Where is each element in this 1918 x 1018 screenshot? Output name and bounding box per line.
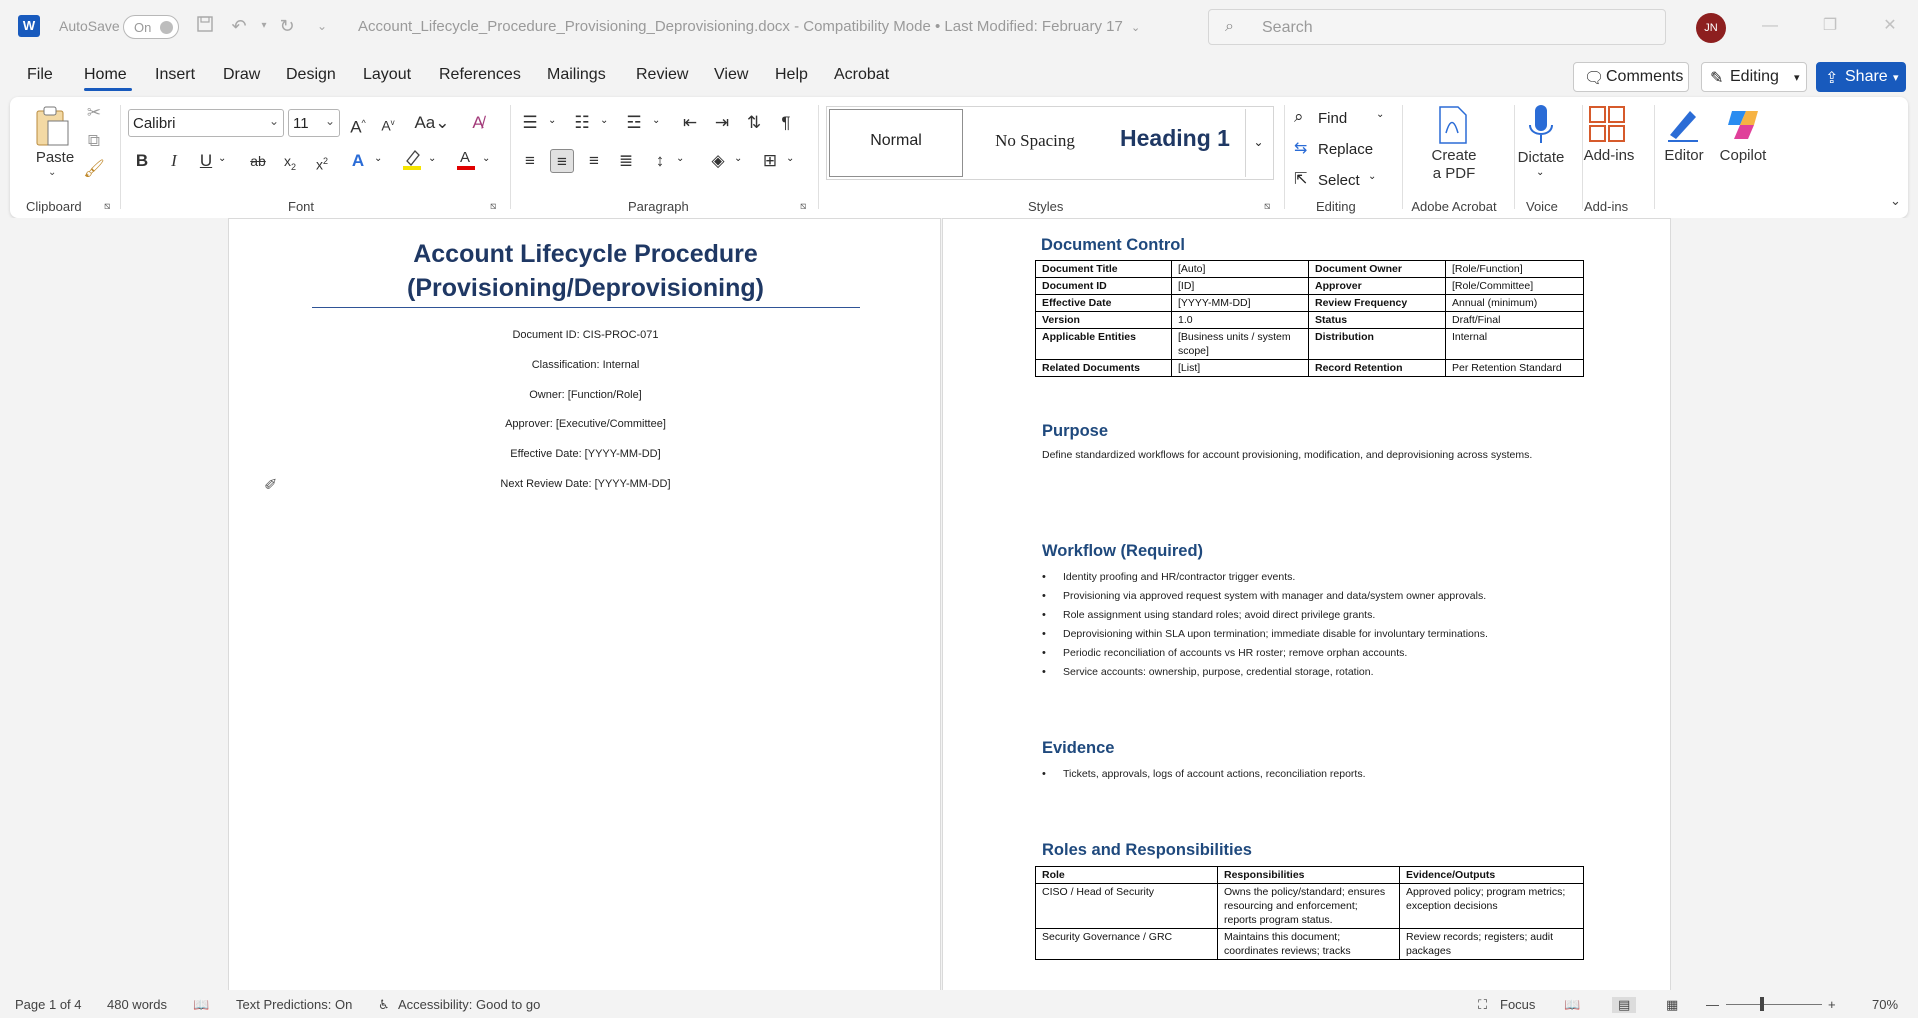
styles-group-label: Styles xyxy=(1028,199,1064,214)
heading-purpose: Purpose xyxy=(1042,422,1109,440)
heading-workflow: Workflow (Required) xyxy=(1042,542,1204,560)
borders-icon[interactable]: ⊞ xyxy=(762,151,778,170)
meta-document-id: Document ID: CIS-PROC-071 xyxy=(512,329,659,341)
pen-cursor-icon: ✐ xyxy=(264,477,278,494)
chevron-down-icon[interactable]: ⌄ xyxy=(218,153,227,164)
chevron-down-icon[interactable]: ⌄ xyxy=(652,115,661,126)
table-cell[interactable]: [Role/Committee] xyxy=(1446,278,1584,295)
dialog-launcher-icon[interactable]: ⧅ xyxy=(104,201,111,212)
table-cell[interactable]: [Auto] xyxy=(1172,261,1309,278)
tab-help[interactable]: Help xyxy=(775,66,808,83)
search-placeholder: Search xyxy=(1262,19,1313,36)
increase-indent-icon[interactable]: ⇥ xyxy=(714,113,730,132)
table-cell[interactable]: Approved policy; program metrics; exception decisions xyxy=(1400,884,1584,929)
table-cell[interactable]: Approver xyxy=(1309,278,1446,295)
undo-icon[interactable]: ↶ xyxy=(231,16,247,36)
comments-label: Comments xyxy=(1606,68,1684,85)
page-2[interactable] xyxy=(942,218,1671,990)
list-item: • Periodic reconciliation of accounts vs HR roster; remove orphan accounts. xyxy=(1042,644,1488,663)
separator xyxy=(1284,105,1285,209)
redo-icon[interactable]: ↻ xyxy=(279,16,295,36)
table-cell[interactable]: Document Owner xyxy=(1309,261,1446,278)
comment-icon: 🗨 xyxy=(1584,70,1605,87)
dictate-label[interactable]: Dictate xyxy=(1517,149,1565,166)
table-cell[interactable]: Distribution xyxy=(1309,329,1446,360)
document-control-table xyxy=(1035,260,1584,377)
replace-label: Replace xyxy=(1318,141,1374,158)
decrease-indent-icon[interactable]: ⇤ xyxy=(682,113,698,132)
find-button[interactable] xyxy=(1294,105,1394,131)
table-row xyxy=(1036,312,1584,329)
subscript-icon[interactable]: $x_2$ xyxy=(283,153,296,172)
status-bar xyxy=(0,990,1918,1018)
copilot-icon[interactable] xyxy=(1724,105,1764,145)
undo-dropdown-icon[interactable]: ▾ xyxy=(261,20,267,31)
table-cell[interactable]: Review records; registers; audit packages xyxy=(1400,929,1584,960)
paste-icon[interactable] xyxy=(34,105,74,149)
accessibility-icon: ♿ xyxy=(378,997,390,1012)
table-header-row xyxy=(1036,867,1584,884)
font-group-label: Font xyxy=(288,199,315,214)
table-cell[interactable]: [Business units / system scope] xyxy=(1172,329,1309,360)
chevron-down-icon: ⌄ xyxy=(268,114,279,128)
table-cell[interactable]: Owns the policy/standard; ensures resourcing and enforcement; reports program status. xyxy=(1218,884,1400,929)
separator xyxy=(818,105,819,209)
focus-icon: ⛶ xyxy=(1478,997,1488,1012)
title-line-2: (Provisioning/Deprovisioning) xyxy=(407,274,764,302)
sort-icon[interactable]: ⇅ xyxy=(746,113,762,132)
strikethrough-icon[interactable]: ab xyxy=(250,153,266,169)
chevron-down-icon: ⌄ xyxy=(324,114,335,128)
tab-acrobat[interactable]: Acrobat xyxy=(834,66,890,83)
separator xyxy=(510,105,511,209)
meta-owner: Owner: [Function/Role] xyxy=(529,389,642,401)
bullets-icon[interactable]: ☰ xyxy=(522,113,538,132)
format-painter-icon[interactable]: 🖌 xyxy=(83,159,105,178)
grow-font-icon[interactable]: A^ xyxy=(350,117,366,137)
collapse-ribbon-icon[interactable]: ⌄ xyxy=(1890,193,1901,208)
chevron-down-icon[interactable]: ⌄ xyxy=(428,153,437,164)
highlight-icon[interactable] xyxy=(400,147,424,171)
focus-button[interactable]: Focus xyxy=(1500,997,1536,1012)
underline-icon[interactable]: U xyxy=(199,151,213,170)
styles-more-icon[interactable]: ⌄ xyxy=(1245,109,1271,177)
select-cursor-icon: ⇱ xyxy=(1294,171,1308,188)
create-pdf-label[interactable] xyxy=(1418,147,1490,183)
table-cell[interactable]: [Role/Function] xyxy=(1446,261,1584,278)
text-predictions[interactable]: Text Predictions: On xyxy=(236,997,353,1012)
heading-document-control: Document Control xyxy=(1041,236,1185,254)
table-cell[interactable]: [List] xyxy=(1172,360,1309,377)
table-header-cell[interactable]: Evidence/Outputs xyxy=(1400,867,1584,884)
tab-insert[interactable]: Insert xyxy=(155,66,196,83)
minimize-icon[interactable]: — xyxy=(1762,17,1778,34)
toggle-knob-icon xyxy=(160,21,173,34)
document-canvas[interactable] xyxy=(0,218,1918,990)
pencil-icon: ✎ xyxy=(1710,70,1724,87)
web-layout-icon[interactable]: ▦ xyxy=(1666,997,1679,1012)
separator xyxy=(120,105,121,209)
chevron-down-icon[interactable]: ⌄ xyxy=(48,167,57,178)
meta-next-review-date: Next Review Date: [YYYY-MM-DD] xyxy=(500,478,671,490)
table-cell[interactable]: Record Retention xyxy=(1309,360,1446,377)
list-item: • Identity proofing and HR/contractor trigger events. xyxy=(1042,568,1488,587)
add-ins-group-label: Add-ins xyxy=(1584,199,1629,214)
table-row xyxy=(1036,929,1584,960)
zoom-slider-track[interactable] xyxy=(1726,1004,1822,1005)
heading-evidence: Evidence xyxy=(1042,739,1115,757)
svg-text:A: A xyxy=(460,149,471,166)
table-cell[interactable]: Security Governance / GRC xyxy=(1036,929,1218,960)
show-formatting-icon[interactable]: ¶ xyxy=(781,113,791,132)
title-bar xyxy=(0,0,1918,52)
text-effects-icon[interactable]: A xyxy=(351,151,365,170)
cut-icon[interactable]: ✂ xyxy=(86,103,102,122)
superscript-icon[interactable]: $x^2$ xyxy=(315,156,328,173)
accessibility-status[interactable]: Accessibility: Good to go xyxy=(398,997,541,1012)
meta-classification: Classification: Internal xyxy=(531,359,640,371)
save-icon[interactable] xyxy=(194,15,216,37)
chevron-down-icon[interactable]: ⌄ xyxy=(1536,167,1545,178)
ribbon xyxy=(10,97,1908,218)
line-spacing-icon[interactable]: ↕ xyxy=(655,151,665,170)
clear-formatting-icon[interactable]: A̸ xyxy=(472,113,484,132)
proofing-icon[interactable]: 📖 xyxy=(193,997,210,1012)
clipboard-group-label: Clipboard xyxy=(26,199,82,214)
font-name-value: Calibri xyxy=(133,115,176,132)
editor-label[interactable]: Editor xyxy=(1664,147,1704,164)
table-cell[interactable]: Version xyxy=(1036,312,1172,329)
table-cell[interactable]: CISO / Head of Security xyxy=(1036,884,1218,929)
copy-icon[interactable]: ⧉ xyxy=(87,131,101,150)
meta-approver: Approver: [Executive/Committee] xyxy=(505,418,666,430)
purpose-text: Define standardized workflows for account provisioning, modification, and deprovisioning across systems. xyxy=(1042,449,1533,461)
table-cell[interactable]: [YYYY-MM-DD] xyxy=(1172,295,1309,312)
list-item: • Provisioning via approved request system with manager and data/system owner approvals. xyxy=(1042,587,1488,606)
replace-icon: ⇆ xyxy=(1294,140,1308,157)
share-label: Share xyxy=(1845,68,1888,85)
table-row xyxy=(1036,360,1584,377)
user-avatar[interactable]: JN xyxy=(1696,13,1726,43)
page-1[interactable] xyxy=(228,218,941,990)
separator xyxy=(1402,105,1403,209)
zoom-in-icon[interactable]: + xyxy=(1828,997,1836,1012)
table-header-cell[interactable]: Role xyxy=(1036,867,1218,884)
chevron-down-icon: ⌄ xyxy=(1376,109,1385,120)
style-heading-1-label: Heading 1 xyxy=(1120,125,1230,151)
table-cell[interactable]: Draft/Final xyxy=(1446,312,1584,329)
table-cell[interactable]: Applicable Entities xyxy=(1036,329,1172,360)
align-left-icon[interactable]: ≡ xyxy=(525,151,535,170)
table-row xyxy=(1036,295,1584,312)
document-title[interactable] xyxy=(358,18,1140,35)
chevron-down-icon[interactable]: ⌄ xyxy=(786,153,795,164)
list-item: • Tickets, approvals, logs of account actions, reconciliation reports. xyxy=(1042,765,1366,784)
numbering-icon[interactable]: ☷ xyxy=(574,113,590,132)
style-normal-label: Normal xyxy=(870,132,922,149)
find-label: Find xyxy=(1318,110,1348,127)
comments-button[interactable] xyxy=(1573,62,1689,92)
copilot-label[interactable]: Copilot xyxy=(1719,147,1767,164)
meta-effective-date: Effective Date: [YYYY-MM-DD] xyxy=(510,448,661,460)
dialog-launcher-icon[interactable]: ⧅ xyxy=(800,201,807,212)
chevron-down-icon: ⌄ xyxy=(1130,22,1141,34)
page-count[interactable]: Page 1 of 4 xyxy=(15,997,82,1012)
tab-file[interactable]: File xyxy=(27,66,53,83)
chevron-down-icon[interactable]: ⌄ xyxy=(548,115,557,126)
italic-icon[interactable]: I xyxy=(171,151,177,170)
font-size-select[interactable] xyxy=(288,109,340,137)
font-color-icon[interactable] xyxy=(454,147,478,171)
tab-mailings[interactable]: Mailings xyxy=(547,66,606,83)
tab-design[interactable]: Design xyxy=(286,66,336,83)
dialog-launcher-icon[interactable]: ⧅ xyxy=(490,201,497,212)
font-name-select[interactable] xyxy=(128,109,284,137)
bold-icon[interactable]: B xyxy=(135,151,149,170)
table-header-cell[interactable]: Responsibilities xyxy=(1218,867,1400,884)
list-item: • Role assignment using standard roles; avoid direct privilege grants. xyxy=(1042,606,1488,625)
word-count[interactable]: 480 words xyxy=(107,997,167,1012)
roles-table xyxy=(1035,866,1584,960)
select-button[interactable] xyxy=(1294,167,1394,193)
table-cell[interactable]: Annual (minimum) xyxy=(1446,295,1584,312)
table-cell[interactable]: Review Frequency xyxy=(1309,295,1446,312)
table-cell[interactable]: Status xyxy=(1309,312,1446,329)
evidence-list xyxy=(1042,765,1366,784)
dialog-launcher-icon[interactable]: ⧅ xyxy=(1264,201,1271,212)
table-cell[interactable]: Document Title xyxy=(1036,261,1172,278)
table-row xyxy=(1036,261,1584,278)
list-item: • Service accounts: ownership, purpose, credential storage, rotation. xyxy=(1042,663,1488,682)
customize-toolbar-icon[interactable]: ⌄ xyxy=(316,19,328,33)
add-ins-icon[interactable] xyxy=(1588,105,1628,145)
workflow-list xyxy=(1042,568,1488,682)
shading-icon[interactable]: ◈ xyxy=(711,151,725,170)
tab-references[interactable]: References xyxy=(439,66,521,83)
chevron-down-icon: ▾ xyxy=(1794,72,1800,84)
title-divider xyxy=(312,307,860,308)
chevron-down-icon[interactable]: ⌄ xyxy=(482,153,491,164)
chevron-down-icon[interactable]: ⌄ xyxy=(374,153,383,164)
editing-group-label: Editing xyxy=(1316,199,1356,214)
tab-view[interactable]: View xyxy=(714,66,749,83)
read-mode-icon[interactable]: 📖 xyxy=(1564,997,1581,1012)
share-button[interactable] xyxy=(1816,62,1906,92)
align-right-icon[interactable]: ≡ xyxy=(589,151,599,170)
autosave-state: On xyxy=(134,20,152,35)
styles-gallery xyxy=(826,106,1274,180)
microphone-icon[interactable] xyxy=(1526,103,1556,147)
paragraph-group-label: Paragraph xyxy=(628,199,689,214)
table-row xyxy=(1036,329,1584,360)
change-case-icon[interactable]: Aa⌄ xyxy=(414,113,450,132)
table-cell[interactable]: [ID] xyxy=(1172,278,1309,295)
document-title-text: Account_Lifecycle_Procedure_Provisioning_Deprovisioning.docx - Compatibility Mode • Last Modified: February 17 xyxy=(358,18,1123,35)
style-heading-1[interactable] xyxy=(1107,109,1243,177)
restore-icon[interactable]: ❐ xyxy=(1822,17,1838,34)
editor-icon[interactable] xyxy=(1664,105,1704,145)
replace-button[interactable] xyxy=(1294,136,1404,162)
chevron-down-icon: ▾ xyxy=(1893,72,1899,84)
table-row xyxy=(1036,278,1584,295)
active-tab-indicator xyxy=(84,88,132,91)
word-logo-icon: W xyxy=(18,15,40,37)
multilevel-list-icon[interactable]: ☲ xyxy=(626,113,642,132)
add-ins-label[interactable]: Add-ins xyxy=(1583,147,1635,164)
align-center-icon[interactable]: ≡ xyxy=(550,149,574,173)
create-pdf-icon[interactable] xyxy=(1434,105,1474,145)
table-cell[interactable]: Document ID xyxy=(1036,278,1172,295)
zoom-level[interactable]: 70% xyxy=(1872,997,1899,1012)
separator xyxy=(1654,105,1655,209)
table-cell[interactable]: Related Documents xyxy=(1036,360,1172,377)
editing-mode-button[interactable] xyxy=(1701,62,1807,92)
chevron-down-icon[interactable]: ⌄ xyxy=(676,153,685,164)
chevron-down-icon[interactable]: ⌄ xyxy=(600,115,609,126)
paste-label[interactable]: Paste xyxy=(35,149,75,166)
print-layout-icon[interactable]: ▤ xyxy=(1612,997,1636,1013)
tab-draw[interactable]: Draw xyxy=(223,66,261,83)
style-no-spacing[interactable] xyxy=(967,109,1103,177)
share-icon: ⇪ xyxy=(1825,70,1839,87)
create-pdf-label-line2: a PDF xyxy=(1432,165,1476,182)
voice-group-label: Voice xyxy=(1526,199,1558,214)
tab-layout[interactable]: Layout xyxy=(363,66,412,83)
justify-icon[interactable]: ≣ xyxy=(618,151,634,170)
zoom-out-icon[interactable]: — xyxy=(1706,997,1719,1012)
table-cell[interactable]: Per Retention Standard xyxy=(1446,360,1584,377)
chevron-down-icon: ⌄ xyxy=(1368,171,1377,182)
style-no-spacing-label: No Spacing xyxy=(995,131,1075,150)
title-line-1: Account Lifecycle Procedure xyxy=(413,240,758,268)
adobe-acrobat-group-label: Adobe Acrobat xyxy=(1411,199,1497,214)
search-box[interactable] xyxy=(1208,9,1666,45)
table-row xyxy=(1036,884,1584,929)
autosave-toggle[interactable] xyxy=(123,15,179,39)
table-cell[interactable]: 1.0 xyxy=(1172,312,1309,329)
close-icon[interactable]: ✕ xyxy=(1883,17,1897,34)
table-cell[interactable]: Maintains this document; coordinates reviews; tracks xyxy=(1218,929,1400,960)
font-size-value: 11 xyxy=(293,115,309,132)
editing-mode-label: Editing xyxy=(1730,68,1779,85)
tab-home[interactable]: Home xyxy=(84,66,127,83)
document-main-title xyxy=(229,237,942,305)
chevron-down-icon[interactable]: ⌄ xyxy=(734,153,743,164)
tab-review[interactable]: Review xyxy=(636,66,689,83)
find-icon: ⌕ xyxy=(1294,107,1304,126)
select-label: Select xyxy=(1318,172,1360,189)
heading-roles: Roles and Responsibilities xyxy=(1042,841,1252,859)
list-item: • Deprovisioning within SLA upon termination; immediate disable for involuntary terminations. xyxy=(1042,625,1488,644)
style-normal[interactable] xyxy=(829,109,963,177)
create-pdf-label-line1: Create xyxy=(1431,147,1477,164)
table-cell[interactable]: Internal xyxy=(1446,329,1584,360)
autosave-label: AutoSave xyxy=(59,18,120,34)
search-icon: ⌕ xyxy=(1225,18,1234,35)
table-cell[interactable]: Effective Date xyxy=(1036,295,1172,312)
shrink-font-icon[interactable]: $A^v$ xyxy=(381,117,395,134)
zoom-slider-thumb[interactable] xyxy=(1760,997,1764,1011)
